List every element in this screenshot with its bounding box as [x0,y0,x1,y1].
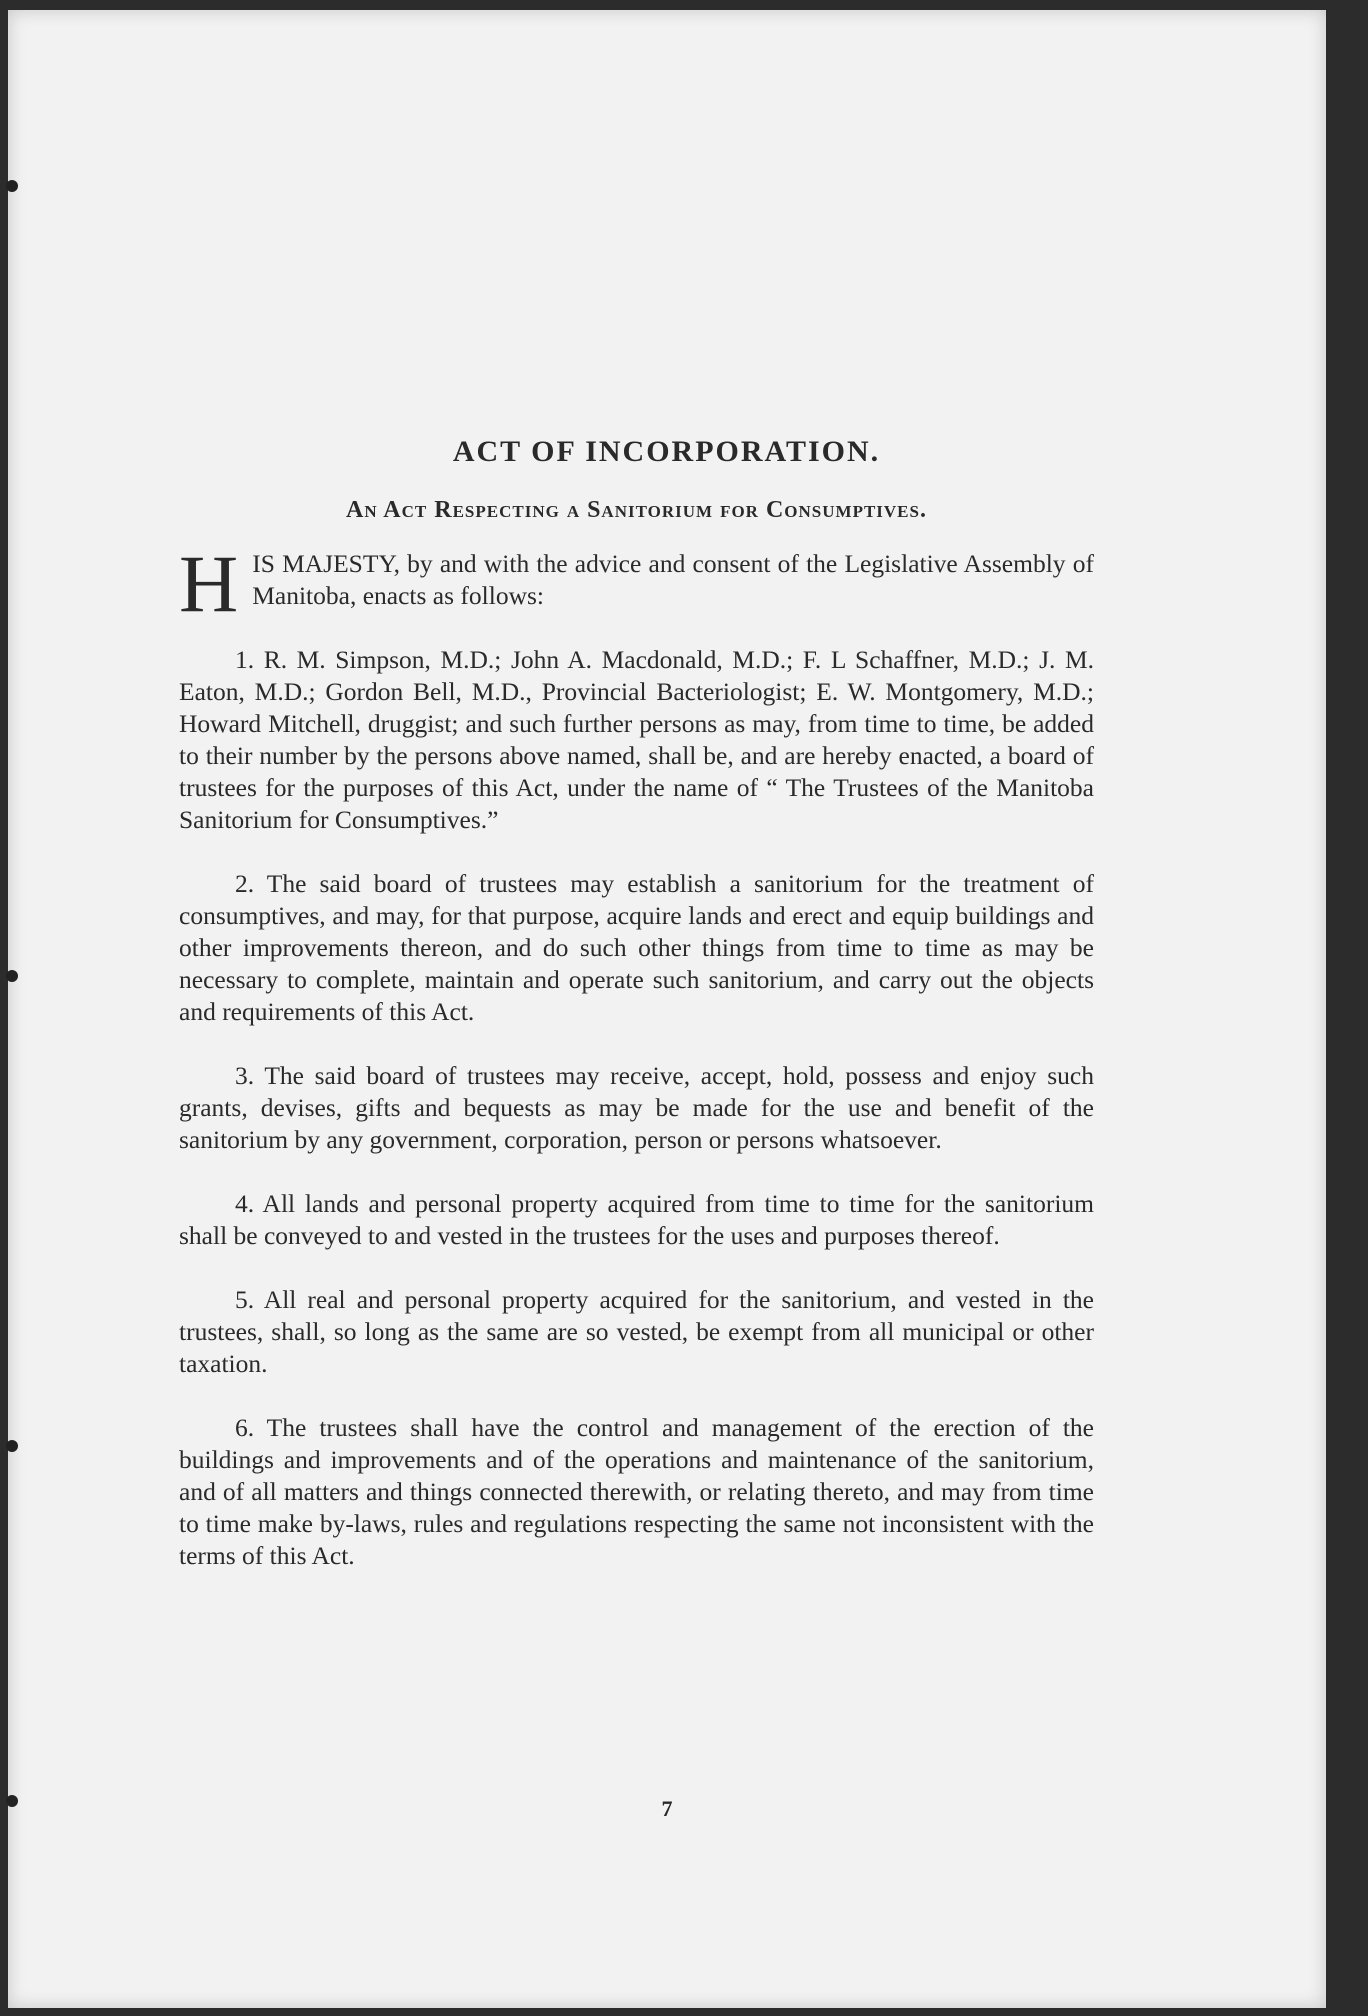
section-3: 3. The said board of trustees may receive, accept, hold, possess and enjoy such grants, devises, gifts and bequests as may be made for the use and benefit of the sanitorium by any government, corporation, person or persons whatsoever. [179,1061,1094,1154]
section-5: 5. All real and personal property acquired for the sanitorium, and vested in the trustees, shall, so long as the same are so vested, be exempt from all municipal or other taxation. [179,1285,1094,1378]
page-number: 7 [661,1796,673,1821]
section-1: 1. R. M. Simpson, M.D.; John A. Macdonald, M.D.; F. L Schaffner, M.D.; J. M. Eaton, M.D.; Gordon Bell, M.D., Provincial Bacteriologist; E. W. Montgomery, M.D.; Howard Mitchell, druggist; and such further persons as may, from time to time, be added to their number by the persons above named, shall be, and are hereby enacted, a board of trustees for the purposes of this Act, under the name of “ The Trustees of the Manitoba Sanitorium for Consumptives.” [179,645,1094,834]
intro-text: IS MAJESTY, by and with the advice and consent of the Legislative Assembly of Manitoba, enacts as follows: [252,549,1094,610]
section-2: 2. The said board of trustees may establish a sanitorium for the treatment of consumptives, and may, for that purpose, acquire lands and erect and equip buildings and other improvements thereon, and do such other things from time to time as may be necessary to complete, maintain and operate such sanitorium, and carry out the objects and requirements of this Act. [179,869,1094,1026]
binding-mark [6,180,18,192]
section-4: 4. All lands and personal property acquired from time to time for the sanitorium shall be conveyed to and vested in the trustees for the uses and purposes thereof. [179,1189,1094,1250]
document-subtitle: An Act Respecting a Sanitorium for Consumptives. [346,497,927,523]
binding-mark [6,970,18,982]
document-body [179,435,1094,1604]
section-6: 6. The trustees shall have the control and management of the erection of the buildings and improvements and of the operations and maintenance of the sanitorium, and of all matters and things connected therewith, or relating thereto, and may from time to time make by-laws, rules and regulations respecting the same not inconsistent with the terms of this Act. [179,1413,1094,1570]
document-title: ACT OF INCORPORATION. [452,435,881,468]
document-page [8,10,1326,2008]
binding-mark [6,1440,18,1452]
intro-paragraph [179,538,1094,629]
drop-cap: H [179,538,239,629]
